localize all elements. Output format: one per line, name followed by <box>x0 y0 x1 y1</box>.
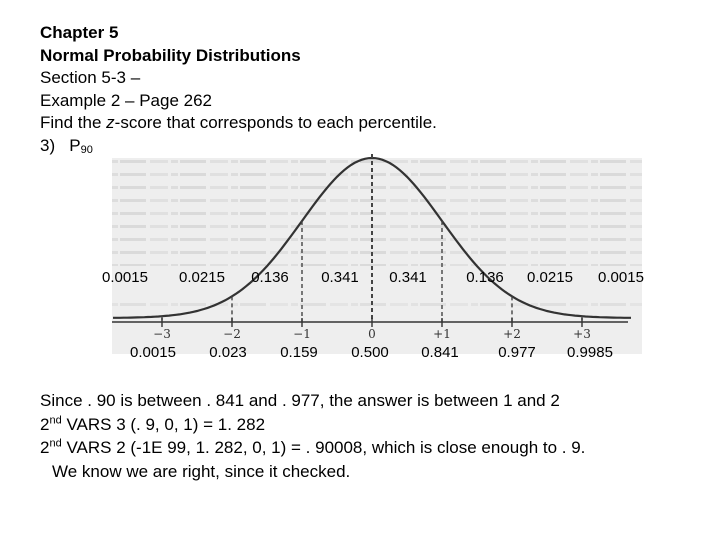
solution-line-2-prefix: 2 <box>40 414 50 434</box>
cumulative-value-label: 0.0015 <box>130 344 176 361</box>
chapter-heading: Chapter 5 <box>40 23 119 42</box>
z-tick-label: −2 <box>223 327 241 341</box>
solution-line-2 <box>40 413 700 437</box>
region-probability-label: 0.0015 <box>598 269 644 286</box>
solution-line-3 <box>40 436 700 460</box>
region-probability-label: 0.136 <box>466 269 504 286</box>
solution-line-2-rest: VARS 3 (. 9, 0, 1) = 1. 282 <box>61 414 266 434</box>
percentile-subscript: 90 <box>80 143 93 156</box>
cumulative-value-label: 0.9985 <box>567 344 613 361</box>
prompt-variable: z <box>106 113 115 132</box>
z-tick-label: −3 <box>153 327 171 341</box>
solution-line-3-rest: VARS 2 (-1E 99, 1. 282, 0, 1) = . 90008, which is close enough to . 9. <box>61 438 586 457</box>
cumulative-value-label: 0.500 <box>351 344 389 361</box>
z-tick-label: −1 <box>293 327 311 341</box>
region-probability-label: 0.341 <box>321 269 359 286</box>
chapter-title: Normal Probability Distributions <box>40 45 301 65</box>
solution-line-1: Since . 90 is between . 841 and . 977, the answer is between 1 and 2 <box>40 391 560 410</box>
solution-notes <box>40 389 700 483</box>
region-probability-label: 0.136 <box>251 269 289 286</box>
solution-line-2-sup: nd <box>49 413 62 426</box>
solution-line-3-sup: nd <box>49 437 62 450</box>
scan-text-texture <box>112 158 642 266</box>
z-tick-label: +1 <box>433 327 451 341</box>
region-probability-label: 0.0215 <box>527 269 573 286</box>
example-label: Example 2 – Page 262 <box>40 90 213 110</box>
item-number: 3) <box>40 135 56 155</box>
z-tick-label: +2 <box>503 327 521 341</box>
solution-line-4: We know we are right, since it checked. <box>52 461 351 481</box>
cumulative-value-label: 0.159 <box>280 344 318 361</box>
prompt-text-before: Find the <box>40 113 107 132</box>
cumulative-value-label: 0.977 <box>498 344 536 361</box>
solution-line-3-prefix: 2 <box>40 438 50 457</box>
z-tick-label: +3 <box>573 327 591 341</box>
percentile-letter: P <box>69 135 81 155</box>
region-probability-label: 0.341 <box>389 269 427 286</box>
z-tick-label: 0 <box>368 327 376 341</box>
cumulative-value-label: 0.841 <box>421 344 459 361</box>
region-probability-label: 0.0015 <box>102 269 148 286</box>
cumulative-value-label: 0.023 <box>209 344 247 361</box>
section-label: Section 5-3 – <box>40 68 141 87</box>
prompt-text-after: -score that corresponds to each percentile. <box>114 113 437 132</box>
region-probability-label: 0.0215 <box>179 269 225 286</box>
